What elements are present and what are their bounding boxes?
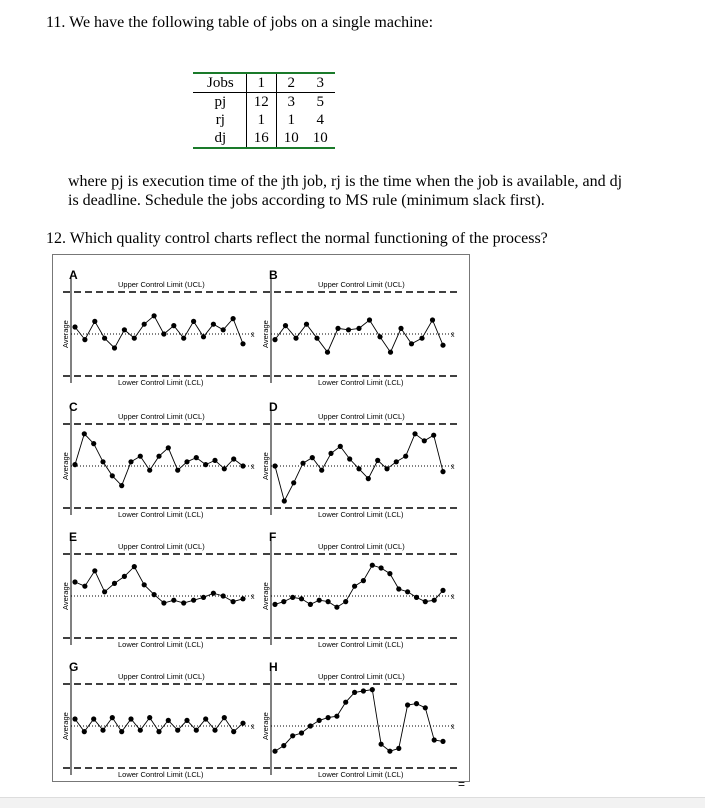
data-point	[272, 602, 277, 607]
data-point	[82, 431, 87, 436]
data-point	[102, 589, 107, 594]
data-point	[100, 728, 105, 733]
series-line	[75, 316, 243, 348]
question-11-paragraph	[68, 172, 668, 210]
data-point	[334, 714, 339, 719]
ucl-label: Upper Control Limit (UCL)	[118, 412, 205, 421]
data-point	[361, 688, 366, 693]
data-point	[423, 705, 428, 710]
data-point	[221, 593, 226, 598]
data-point	[423, 599, 428, 604]
data-point	[326, 599, 331, 604]
data-point	[319, 468, 324, 473]
data-point	[191, 319, 196, 324]
data-point	[432, 598, 437, 603]
data-point	[414, 595, 419, 600]
data-point	[72, 579, 77, 584]
table-cell: 3	[306, 73, 335, 93]
question-12-title: 12. Which quality control charts reflect the normal functioning of the process?	[46, 230, 548, 247]
data-point	[370, 563, 375, 568]
data-point	[366, 476, 371, 481]
data-point	[409, 341, 414, 346]
data-point	[432, 737, 437, 742]
question-11-title: 11. We have the following table of jobs on a single machine:	[46, 14, 434, 31]
data-point	[147, 468, 152, 473]
data-point	[194, 728, 199, 733]
data-point	[293, 336, 298, 341]
y-axis-label: Average	[61, 712, 70, 740]
data-point	[367, 317, 372, 322]
data-point	[352, 584, 357, 589]
data-point	[212, 728, 217, 733]
data-point	[110, 473, 115, 478]
data-point	[384, 466, 389, 471]
data-point	[290, 595, 295, 600]
data-point	[299, 596, 304, 601]
data-point	[440, 343, 445, 348]
data-point	[300, 461, 305, 466]
data-point	[92, 568, 97, 573]
data-point	[203, 716, 208, 721]
data-point	[394, 459, 399, 464]
lcl-label: Lower Control Limit (LCL)	[118, 640, 204, 649]
data-point	[335, 326, 340, 331]
table-row	[193, 111, 335, 129]
data-point	[211, 322, 216, 327]
data-point	[203, 462, 208, 467]
data-point	[184, 459, 189, 464]
data-point	[240, 721, 245, 726]
data-point	[171, 598, 176, 603]
data-point	[334, 605, 339, 610]
data-point	[138, 454, 143, 459]
footer-symbol: =	[458, 777, 466, 791]
data-point	[398, 326, 403, 331]
data-point	[403, 454, 408, 459]
data-point	[272, 749, 277, 754]
control-charts-figure	[52, 254, 470, 782]
data-point	[152, 313, 157, 318]
data-point	[317, 598, 322, 603]
data-point	[431, 433, 436, 438]
data-point	[166, 718, 171, 723]
data-point	[221, 327, 226, 332]
mean-label: x̄	[451, 332, 455, 339]
table-cell: 1	[246, 111, 276, 129]
ucl-label: Upper Control Limit (UCL)	[318, 672, 405, 681]
data-point	[299, 730, 304, 735]
data-point	[194, 455, 199, 460]
data-point	[82, 337, 87, 342]
data-point	[314, 336, 319, 341]
data-point	[356, 466, 361, 471]
data-point	[166, 445, 171, 450]
data-point	[352, 690, 357, 695]
data-point	[102, 336, 107, 341]
mean-label: x̄	[251, 594, 255, 601]
y-axis-label: Average	[61, 582, 70, 610]
lcl-label: Lower Control Limit (LCL)	[318, 640, 404, 649]
ucl-label: Upper Control Limit (UCL)	[118, 672, 205, 681]
data-point	[132, 336, 137, 341]
jobs-table	[193, 72, 335, 149]
mean-label: x̄	[251, 464, 255, 471]
mean-label: x̄	[251, 724, 255, 731]
data-point	[396, 746, 401, 751]
data-point	[100, 459, 105, 464]
lcl-label: Lower Control Limit (LCL)	[118, 510, 204, 519]
data-point	[156, 729, 161, 734]
data-point	[379, 742, 384, 747]
data-point	[282, 498, 287, 503]
data-point	[272, 337, 277, 342]
data-point	[171, 323, 176, 328]
data-point	[317, 718, 322, 723]
table-cell: 1	[287, 112, 295, 128]
data-point	[119, 729, 124, 734]
lcl-label: Lower Control Limit (LCL)	[318, 510, 404, 519]
data-point	[356, 326, 361, 331]
y-axis-label: Average	[61, 452, 70, 480]
data-point	[212, 458, 217, 463]
data-point	[281, 743, 286, 748]
data-point	[304, 322, 309, 327]
data-point	[440, 469, 445, 474]
data-point	[184, 718, 189, 723]
data-point	[377, 334, 382, 339]
data-point	[325, 350, 330, 355]
panel-letter: B	[269, 268, 278, 282]
data-point	[291, 480, 296, 485]
y-axis-label: Average	[261, 712, 270, 740]
data-point	[91, 441, 96, 446]
data-point	[379, 565, 384, 570]
data-point	[112, 345, 117, 350]
mean-label: x̄	[251, 332, 255, 339]
table-cell: 4	[316, 112, 324, 128]
data-point	[110, 715, 115, 720]
data-point	[142, 582, 147, 587]
panel-letter: E	[69, 530, 78, 544]
data-point	[281, 599, 286, 604]
data-point	[231, 729, 236, 734]
page-footer-bar	[0, 797, 705, 808]
table-cell: 10	[276, 129, 306, 148]
data-point	[343, 700, 348, 705]
panel-letter: H	[269, 660, 278, 674]
mean-label: x̄	[451, 594, 455, 601]
data-point	[152, 592, 157, 597]
data-point	[191, 598, 196, 603]
paragraph-line-1: where pj is execution time of the jth job, rj is the time when the job is available, and dj	[68, 173, 623, 190]
table-row-label: pj	[193, 93, 246, 112]
mean-label: x̄	[451, 464, 455, 471]
data-point	[181, 600, 186, 605]
data-point	[310, 455, 315, 460]
data-point	[387, 749, 392, 754]
data-point	[82, 729, 87, 734]
data-point	[201, 595, 206, 600]
lcl-label: Lower Control Limit (LCL)	[118, 770, 204, 779]
data-point	[92, 319, 97, 324]
data-point	[328, 451, 333, 456]
table-row-label: rj	[193, 111, 246, 129]
panel-letter: C	[69, 400, 78, 414]
control-charts-svg	[53, 255, 469, 781]
data-point	[175, 468, 180, 473]
data-point	[283, 323, 288, 328]
data-point	[272, 463, 277, 468]
data-point	[308, 602, 313, 607]
data-point	[388, 350, 393, 355]
data-point	[112, 581, 117, 586]
data-point	[290, 733, 295, 738]
data-point	[119, 483, 124, 488]
data-point	[142, 322, 147, 327]
table-row-label: Jobs	[193, 73, 246, 93]
data-point	[138, 728, 143, 733]
series-line	[275, 690, 443, 752]
data-point	[405, 589, 410, 594]
data-point	[414, 701, 419, 706]
data-point	[72, 324, 77, 329]
table-cell: 5	[316, 94, 324, 110]
data-point	[122, 327, 127, 332]
data-point	[387, 571, 392, 576]
data-point	[128, 459, 133, 464]
data-point	[419, 336, 424, 341]
data-point	[222, 466, 227, 471]
y-axis-label: Average	[261, 582, 270, 610]
table-cell: 16	[246, 129, 276, 148]
data-point	[412, 431, 417, 436]
table-cell: 3	[287, 94, 295, 110]
data-point	[211, 591, 216, 596]
data-point	[161, 600, 166, 605]
data-point	[128, 716, 133, 721]
ucl-label: Upper Control Limit (UCL)	[318, 412, 405, 421]
data-point	[175, 728, 180, 733]
ucl-label: Upper Control Limit (UCL)	[118, 542, 205, 551]
data-point	[181, 336, 186, 341]
lcl-label: Lower Control Limit (LCL)	[318, 378, 404, 387]
data-point	[122, 574, 127, 579]
table-cell: 12	[246, 93, 276, 112]
paragraph-line-2: is deadline. Schedule the jobs according to MS rule (minimum slack first).	[68, 192, 545, 209]
y-axis-label: Average	[261, 452, 270, 480]
series-line	[75, 434, 243, 486]
data-point	[405, 702, 410, 707]
data-point	[240, 596, 245, 601]
panel-letter: F	[269, 530, 277, 544]
data-point	[370, 687, 375, 692]
data-point	[326, 715, 331, 720]
data-point	[375, 458, 380, 463]
data-point	[156, 454, 161, 459]
table-row	[193, 129, 335, 148]
data-point	[240, 463, 245, 468]
data-point	[347, 456, 352, 461]
mean-label: x̄	[451, 724, 455, 731]
data-point	[430, 317, 435, 322]
data-point	[147, 715, 152, 720]
table-row	[193, 73, 335, 93]
data-point	[343, 599, 348, 604]
lcl-label: Lower Control Limit (LCL)	[318, 770, 404, 779]
data-point	[161, 331, 166, 336]
data-point	[396, 586, 401, 591]
series-line	[275, 320, 443, 352]
ucl-label: Upper Control Limit (UCL)	[318, 542, 405, 551]
data-point	[231, 599, 236, 604]
data-point	[72, 716, 77, 721]
lcl-label: Lower Control Limit (LCL)	[118, 378, 204, 387]
data-point	[422, 438, 427, 443]
data-point	[91, 716, 96, 721]
data-point	[240, 341, 245, 346]
panel-letter: A	[69, 268, 78, 282]
data-point	[231, 316, 236, 321]
data-point	[440, 739, 445, 744]
data-point	[72, 462, 77, 467]
table-cell: 10	[306, 129, 335, 148]
data-point	[231, 456, 236, 461]
table-row	[193, 93, 335, 112]
table-cell: 1	[246, 73, 276, 93]
panel-letter: G	[69, 660, 79, 674]
series-line	[75, 567, 243, 603]
data-point	[440, 588, 445, 593]
y-axis-label: Average	[261, 320, 270, 348]
ucl-label: Upper Control Limit (UCL)	[118, 280, 205, 289]
data-point	[346, 327, 351, 332]
panel-letter: D	[269, 400, 278, 414]
table-cell: 2	[276, 73, 306, 93]
data-point	[201, 334, 206, 339]
data-point	[222, 715, 227, 720]
data-point	[82, 584, 87, 589]
data-point	[361, 578, 366, 583]
y-axis-label: Average	[61, 320, 70, 348]
table-row-label: dj	[193, 129, 246, 148]
data-point	[132, 564, 137, 569]
data-point	[338, 444, 343, 449]
ucl-label: Upper Control Limit (UCL)	[318, 280, 405, 289]
data-point	[308, 723, 313, 728]
